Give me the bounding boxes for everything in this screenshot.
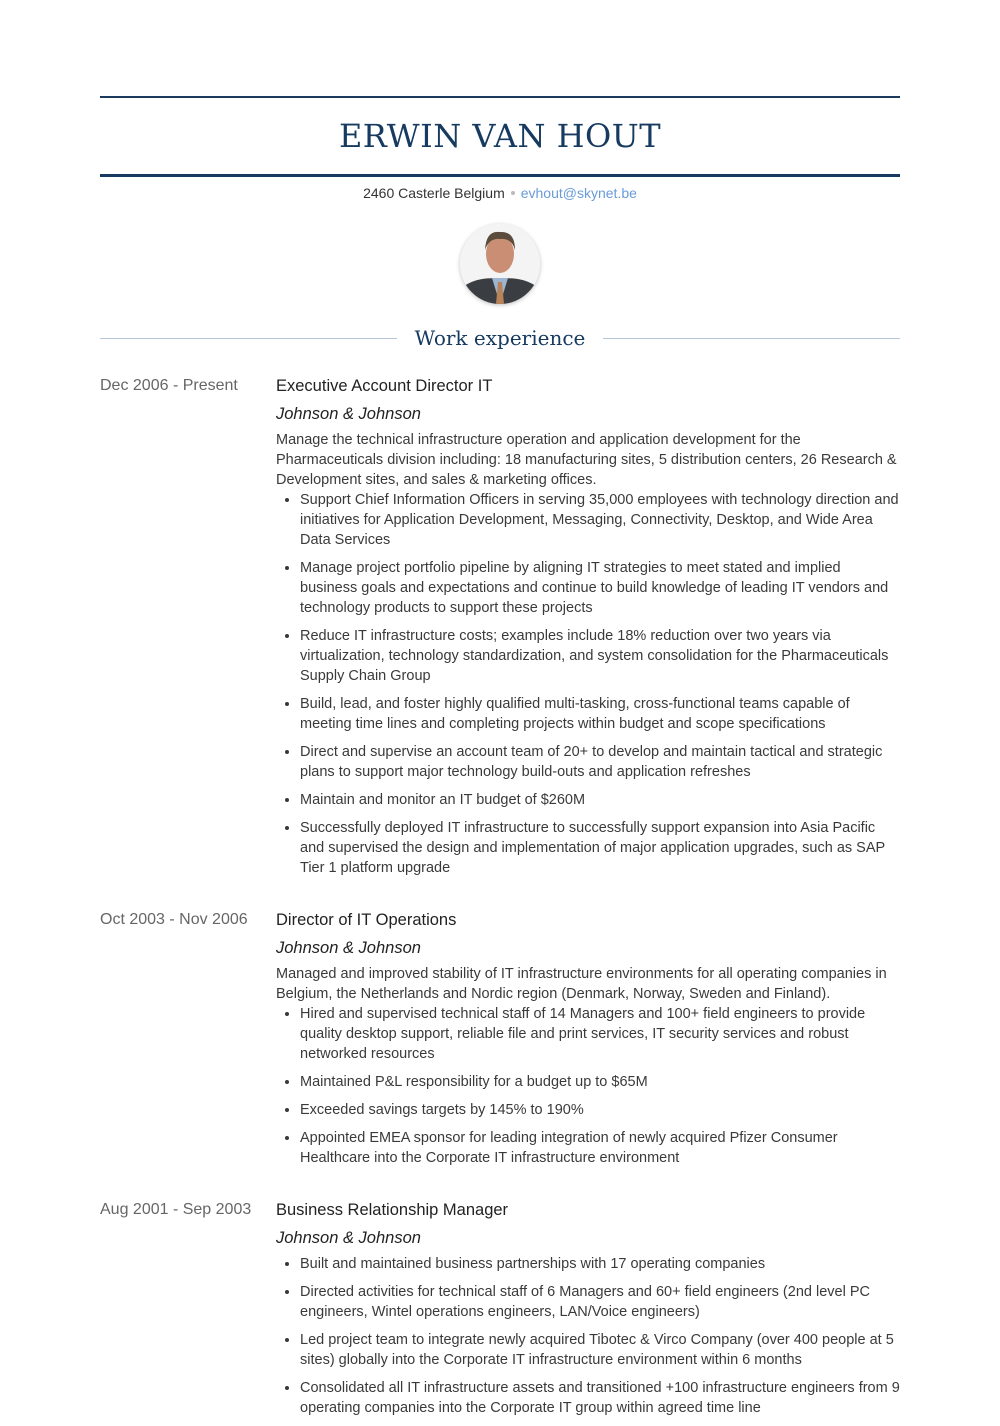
job-entry bbox=[100, 372, 900, 886]
bullet-item: • Maintain and monitor an IT budget of $260M bbox=[300, 790, 900, 810]
name-divider bbox=[100, 174, 900, 177]
bullet-item: • Hired and supervised technical staff of 14 Managers and 100+ field engineers to provide quality desktop support, reliable file and print services, IT security services and robust networked resources bbox=[300, 1004, 900, 1064]
job-details bbox=[276, 906, 900, 1176]
top-divider bbox=[100, 96, 900, 98]
job-company: Johnson & Johnson bbox=[276, 405, 421, 423]
separator-dot bbox=[511, 191, 515, 195]
job-bullets bbox=[276, 1004, 900, 1168]
job-bullets bbox=[276, 490, 900, 878]
bullet-item: • Led project team to integrate newly acquired Tibotec & Virco Company (over 400 people at 5 sites) globally into the Corporate IT infrastructure environment within 6 months bbox=[300, 1330, 900, 1370]
job-title: Executive Account Director IT bbox=[276, 377, 493, 395]
address: 2460 Casterle Belgium bbox=[363, 185, 505, 201]
resume-page bbox=[100, 96, 900, 1426]
bullet-item: • Successfully deployed IT infrastructure to successfully support expansion into Asia Pacific and supervised the design and implementation of major application upgrades, such as SAP Tier 1 platform upgrade bbox=[300, 818, 900, 878]
bullet-item: • Reduce IT infrastructure costs; examples include 18% reduction over two years via virtualization, technology standardization, and system consolidation for the Pharmaceuticals Supply Chain Group bbox=[300, 626, 900, 686]
profile-photo bbox=[460, 224, 540, 304]
job-date: Dec 2006 - Present bbox=[100, 377, 238, 394]
bullet-item: • Direct and supervise an account team of 20+ to develop and maintain tactical and strategic plans to support major technology build-outs and application refreshes bbox=[300, 742, 900, 782]
bullet-item: • Consolidated all IT infrastructure assets and transitioned +100 infrastructure engineers from 9 operating companies into the Corporate IT group within agreed time line bbox=[300, 1378, 900, 1418]
contact-line bbox=[100, 185, 900, 201]
job-entry bbox=[100, 1196, 900, 1426]
job-company: Johnson & Johnson bbox=[276, 1229, 421, 1247]
bullet-item: • Appointed EMEA sponsor for leading integration of newly acquired Pfizer Consumer Healthcare into the Corporate IT infrastructure environment bbox=[300, 1128, 900, 1168]
bullet-item: • Manage project portfolio pipeline by aligning IT strategies to meet stated and implied business goals and expectations and continue to build knowledge of leading IT vendors and technology products to support these projects bbox=[300, 558, 900, 618]
bullet-item: • Build, lead, and foster highly qualified multi-tasking, cross-functional teams capable of meeting time lines and completing projects within budget and scope specifications bbox=[300, 694, 900, 734]
bullet-item: • Built and maintained business partnerships with 17 operating companies bbox=[300, 1254, 900, 1274]
bullet-item: • Directed activities for technical staff of 6 Managers and 60+ field engineers (2nd level PC engineers, Wintel operations engineers, LAN/Voice engineers) bbox=[300, 1282, 900, 1322]
job-date: Oct 2003 - Nov 2006 bbox=[100, 911, 248, 928]
candidate-name: ERWIN VAN HOUT bbox=[338, 117, 662, 155]
bullet-item: • Exceeded savings targets by 145% to 190% bbox=[300, 1100, 900, 1120]
job-title: Director of IT Operations bbox=[276, 911, 457, 929]
job-title: Business Relationship Manager bbox=[276, 1201, 509, 1219]
job-list bbox=[100, 372, 900, 1426]
bullet-item: • Support Chief Information Officers in serving 35,000 employees with technology direction and initiatives for Application Development, Messaging, Connectivity, Desktop, and Wide Area Data Services bbox=[300, 490, 900, 550]
job-description: Manage the technical infrastructure operation and application development for the Pharmaceuticals division including: 18 manufacturing sites, 5 distribution centers, 26 Research & Development sites, and sales & marketing offices. bbox=[276, 432, 897, 488]
section-title: Work experience bbox=[397, 326, 604, 350]
section-heading bbox=[100, 326, 900, 356]
job-details bbox=[276, 1196, 900, 1426]
job-bullets bbox=[276, 1254, 900, 1418]
bullet-item: • Maintained P&L responsibility for a budget up to $65M bbox=[300, 1072, 900, 1092]
job-date: Aug 2001 - Sep 2003 bbox=[100, 1201, 252, 1218]
job-company: Johnson & Johnson bbox=[276, 939, 421, 957]
job-details bbox=[276, 372, 900, 886]
job-entry bbox=[100, 906, 900, 1176]
email-link[interactable]: evhout@skynet.be bbox=[520, 185, 637, 201]
job-description: Managed and improved stability of IT infrastructure environments for all operating companies in Belgium, the Netherlands and Nordic region (Denmark, Norway, Sweden and Finland). bbox=[276, 966, 887, 1002]
